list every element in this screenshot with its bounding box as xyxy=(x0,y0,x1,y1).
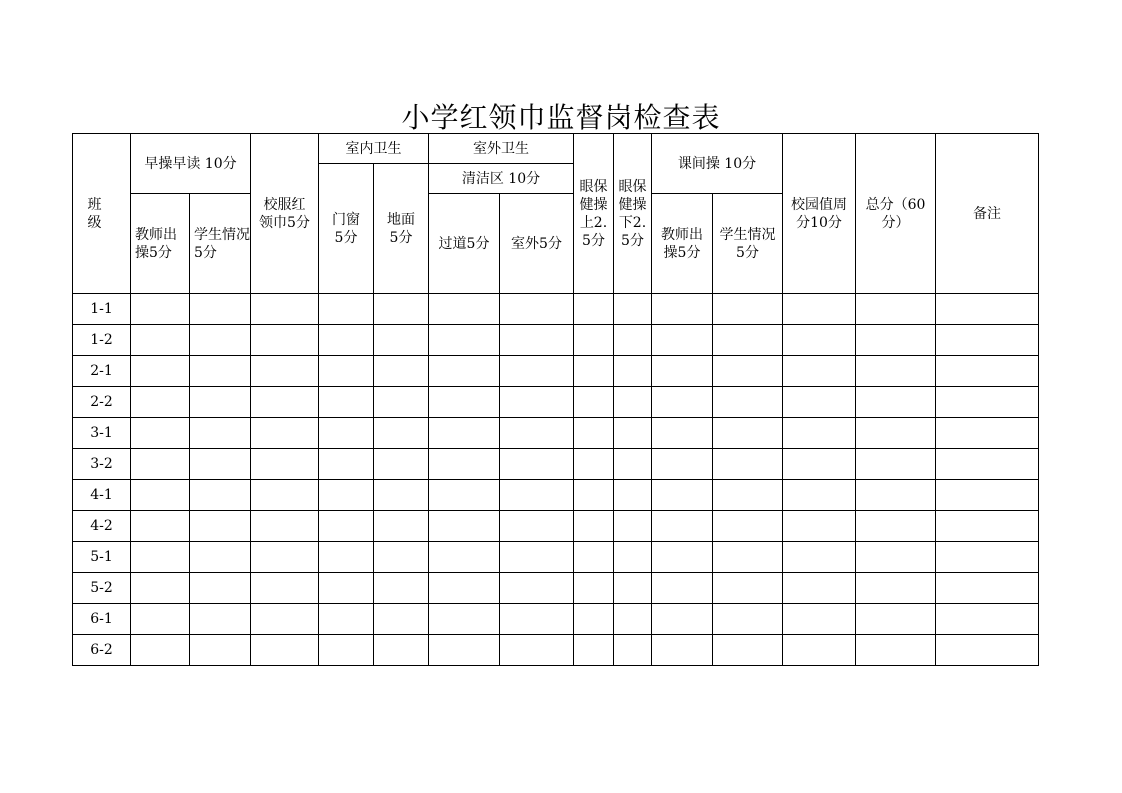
score-cell[interactable] xyxy=(783,604,856,635)
score-cell[interactable] xyxy=(374,511,429,542)
score-cell[interactable] xyxy=(856,480,936,511)
score-cell[interactable] xyxy=(652,480,713,511)
score-cell[interactable] xyxy=(856,511,936,542)
class-cell: 3-2 xyxy=(73,449,131,480)
score-cell[interactable] xyxy=(319,635,374,666)
header-corridor: 过道5分 xyxy=(429,194,500,294)
score-cell[interactable] xyxy=(131,294,190,325)
score-cell[interactable] xyxy=(713,573,783,604)
score-cell[interactable] xyxy=(574,449,614,480)
score-cell[interactable] xyxy=(783,635,856,666)
score-cell[interactable] xyxy=(131,573,190,604)
score-cell[interactable] xyxy=(190,418,251,449)
score-cell[interactable] xyxy=(652,449,713,480)
score-cell[interactable] xyxy=(251,511,319,542)
score-cell[interactable] xyxy=(783,387,856,418)
header-outdoor: 室外卫生 xyxy=(429,134,574,164)
score-cell[interactable] xyxy=(652,294,713,325)
score-cell[interactable] xyxy=(190,387,251,418)
score-cell[interactable] xyxy=(856,356,936,387)
score-cell[interactable] xyxy=(713,387,783,418)
score-cell[interactable] xyxy=(500,449,574,480)
class-cell: 1-1 xyxy=(73,294,131,325)
header-outside: 室外5分 xyxy=(500,194,574,294)
score-cell[interactable] xyxy=(131,511,190,542)
score-cell[interactable] xyxy=(429,511,500,542)
score-cell[interactable] xyxy=(856,604,936,635)
score-cell[interactable] xyxy=(614,418,652,449)
score-cell[interactable] xyxy=(251,387,319,418)
header-clean-area: 清洁区 10分 xyxy=(429,164,574,194)
score-cell[interactable] xyxy=(374,449,429,480)
score-cell[interactable] xyxy=(713,449,783,480)
score-cell[interactable] xyxy=(251,356,319,387)
score-cell[interactable] xyxy=(319,480,374,511)
score-cell[interactable] xyxy=(856,573,936,604)
score-cell[interactable] xyxy=(374,294,429,325)
score-cell[interactable] xyxy=(783,418,856,449)
score-cell[interactable] xyxy=(856,449,936,480)
score-cell[interactable] xyxy=(574,604,614,635)
score-cell[interactable] xyxy=(783,480,856,511)
score-cell[interactable] xyxy=(131,542,190,573)
class-cell: 2-1 xyxy=(73,356,131,387)
score-cell[interactable] xyxy=(319,511,374,542)
score-cell[interactable] xyxy=(251,418,319,449)
class-cell: 6-1 xyxy=(73,604,131,635)
header-recess-teacher: 教师出操5分 xyxy=(652,194,713,294)
class-cell: 4-2 xyxy=(73,511,131,542)
score-cell[interactable] xyxy=(374,387,429,418)
score-cell[interactable] xyxy=(713,294,783,325)
score-cell[interactable] xyxy=(713,325,783,356)
header-class: 班 级 xyxy=(73,134,131,294)
score-cell[interactable] xyxy=(374,604,429,635)
class-cell: 6-2 xyxy=(73,635,131,666)
class-cell: 5-2 xyxy=(73,573,131,604)
score-cell[interactable] xyxy=(500,480,574,511)
score-cell[interactable] xyxy=(783,511,856,542)
score-cell[interactable] xyxy=(614,604,652,635)
score-cell[interactable] xyxy=(614,356,652,387)
score-cell[interactable] xyxy=(713,480,783,511)
class-cell: 3-1 xyxy=(73,418,131,449)
score-cell[interactable] xyxy=(856,418,936,449)
score-cell[interactable] xyxy=(574,356,614,387)
class-cell: 5-1 xyxy=(73,542,131,573)
score-cell[interactable] xyxy=(936,542,1039,573)
score-cell[interactable] xyxy=(190,573,251,604)
header-total: 总分（60分） xyxy=(856,134,936,294)
score-cell[interactable] xyxy=(429,573,500,604)
score-cell[interactable] xyxy=(429,356,500,387)
score-cell[interactable] xyxy=(319,573,374,604)
score-cell[interactable] xyxy=(251,294,319,325)
score-cell[interactable] xyxy=(936,356,1039,387)
score-cell[interactable] xyxy=(652,604,713,635)
header-campus-duty: 校园值周分10分 xyxy=(783,134,856,294)
score-cell[interactable] xyxy=(131,480,190,511)
score-cell[interactable] xyxy=(251,325,319,356)
score-cell[interactable] xyxy=(190,325,251,356)
score-cell[interactable] xyxy=(319,356,374,387)
header-morning: 早操早读 10分 xyxy=(131,134,251,194)
score-cell[interactable] xyxy=(251,449,319,480)
score-cell[interactable] xyxy=(251,635,319,666)
score-cell[interactable] xyxy=(574,542,614,573)
score-cell[interactable] xyxy=(374,418,429,449)
score-cell[interactable] xyxy=(936,604,1039,635)
score-cell[interactable] xyxy=(652,511,713,542)
score-cell[interactable] xyxy=(500,635,574,666)
score-cell[interactable] xyxy=(319,387,374,418)
header-recess-student: 学生情况5分 xyxy=(713,194,783,294)
score-cell[interactable] xyxy=(713,356,783,387)
score-cell[interactable] xyxy=(190,294,251,325)
score-cell[interactable] xyxy=(614,387,652,418)
score-cell[interactable] xyxy=(614,511,652,542)
score-cell[interactable] xyxy=(429,604,500,635)
header-floor: 地面5分 xyxy=(374,164,429,294)
score-cell[interactable] xyxy=(574,480,614,511)
score-cell[interactable] xyxy=(614,480,652,511)
score-cell[interactable] xyxy=(190,635,251,666)
score-cell[interactable] xyxy=(574,294,614,325)
header-teacher-attend: 教师出操5分 xyxy=(131,194,190,294)
score-cell[interactable] xyxy=(131,449,190,480)
score-cell[interactable] xyxy=(614,635,652,666)
score-cell[interactable] xyxy=(783,573,856,604)
score-cell[interactable] xyxy=(936,294,1039,325)
score-cell[interactable] xyxy=(190,604,251,635)
score-cell[interactable] xyxy=(374,542,429,573)
score-cell[interactable] xyxy=(319,449,374,480)
score-cell[interactable] xyxy=(131,418,190,449)
score-cell[interactable] xyxy=(614,573,652,604)
score-cell[interactable] xyxy=(713,511,783,542)
header-eye-am: 眼保健操上2.5分 xyxy=(574,134,614,294)
score-cell[interactable] xyxy=(652,325,713,356)
score-cell[interactable] xyxy=(190,480,251,511)
table-row xyxy=(73,635,1039,666)
score-cell[interactable] xyxy=(429,418,500,449)
score-cell[interactable] xyxy=(319,418,374,449)
score-cell[interactable] xyxy=(614,325,652,356)
score-cell[interactable] xyxy=(429,449,500,480)
score-cell[interactable] xyxy=(500,418,574,449)
score-cell[interactable] xyxy=(500,294,574,325)
score-cell[interactable] xyxy=(190,511,251,542)
score-cell[interactable] xyxy=(856,635,936,666)
score-cell[interactable] xyxy=(936,418,1039,449)
score-cell[interactable] xyxy=(131,356,190,387)
score-cell[interactable] xyxy=(190,356,251,387)
score-cell[interactable] xyxy=(856,325,936,356)
score-cell[interactable] xyxy=(429,294,500,325)
score-cell[interactable] xyxy=(783,449,856,480)
header-eye-pm: 眼保健操下2.5分 xyxy=(614,134,652,294)
score-cell[interactable] xyxy=(319,604,374,635)
score-cell[interactable] xyxy=(652,356,713,387)
score-cell[interactable] xyxy=(251,604,319,635)
score-cell[interactable] xyxy=(319,325,374,356)
score-cell[interactable] xyxy=(713,418,783,449)
header-remarks: 备注 xyxy=(936,134,1039,294)
table-row xyxy=(73,294,1039,325)
score-cell[interactable] xyxy=(251,573,319,604)
score-cell[interactable] xyxy=(652,542,713,573)
score-cell[interactable] xyxy=(574,418,614,449)
score-cell[interactable] xyxy=(936,480,1039,511)
header-indoor: 室内卫生 xyxy=(319,134,429,164)
table-body xyxy=(73,294,1039,666)
score-cell[interactable] xyxy=(713,635,783,666)
score-cell[interactable] xyxy=(429,635,500,666)
score-cell[interactable] xyxy=(319,294,374,325)
table-row xyxy=(73,480,1039,511)
score-cell[interactable] xyxy=(500,573,574,604)
score-cell[interactable] xyxy=(374,325,429,356)
score-cell[interactable] xyxy=(936,573,1039,604)
score-cell[interactable] xyxy=(374,635,429,666)
class-cell: 2-2 xyxy=(73,387,131,418)
table-row xyxy=(73,325,1039,356)
score-cell[interactable] xyxy=(190,542,251,573)
score-cell[interactable] xyxy=(856,294,936,325)
score-cell[interactable] xyxy=(574,387,614,418)
score-cell[interactable] xyxy=(131,387,190,418)
header-student-status: 学生情况5分 xyxy=(190,194,251,294)
score-cell[interactable] xyxy=(374,573,429,604)
score-cell[interactable] xyxy=(131,604,190,635)
score-cell[interactable] xyxy=(936,635,1039,666)
score-cell[interactable] xyxy=(374,356,429,387)
score-cell[interactable] xyxy=(131,635,190,666)
score-cell[interactable] xyxy=(783,542,856,573)
score-cell[interactable] xyxy=(500,542,574,573)
score-cell[interactable] xyxy=(429,387,500,418)
table-row xyxy=(73,356,1039,387)
table-row xyxy=(73,418,1039,449)
score-cell[interactable] xyxy=(783,294,856,325)
inspection-table xyxy=(72,133,1039,666)
score-cell[interactable] xyxy=(713,542,783,573)
score-cell[interactable] xyxy=(936,511,1039,542)
score-cell[interactable] xyxy=(500,387,574,418)
class-cell: 4-1 xyxy=(73,480,131,511)
table-row xyxy=(73,542,1039,573)
score-cell[interactable] xyxy=(574,573,614,604)
score-cell[interactable] xyxy=(652,635,713,666)
score-cell[interactable] xyxy=(574,511,614,542)
score-cell[interactable] xyxy=(936,325,1039,356)
header-door-window: 门窗5分 xyxy=(319,164,374,294)
score-cell[interactable] xyxy=(500,604,574,635)
score-cell[interactable] xyxy=(936,387,1039,418)
score-cell[interactable] xyxy=(251,542,319,573)
table-row xyxy=(73,573,1039,604)
table-row xyxy=(73,511,1039,542)
score-cell[interactable] xyxy=(131,325,190,356)
score-cell[interactable] xyxy=(936,449,1039,480)
score-cell[interactable] xyxy=(614,449,652,480)
header-recess: 课间操 10分 xyxy=(652,134,783,194)
score-cell[interactable] xyxy=(856,542,936,573)
score-cell[interactable] xyxy=(783,325,856,356)
table-row xyxy=(73,387,1039,418)
score-cell[interactable] xyxy=(574,635,614,666)
score-cell[interactable] xyxy=(319,542,374,573)
score-cell[interactable] xyxy=(614,542,652,573)
page-title: 小学红领巾监督岗检查表 xyxy=(401,101,721,134)
score-cell[interactable] xyxy=(500,356,574,387)
score-cell[interactable] xyxy=(429,325,500,356)
header-uniform: 校服红领巾5分 xyxy=(251,134,319,294)
table-row xyxy=(73,604,1039,635)
score-cell[interactable] xyxy=(429,542,500,573)
score-cell[interactable] xyxy=(652,418,713,449)
class-cell: 1-2 xyxy=(73,325,131,356)
score-cell[interactable] xyxy=(190,449,251,480)
score-cell[interactable] xyxy=(500,511,574,542)
score-cell[interactable] xyxy=(652,573,713,604)
score-cell[interactable] xyxy=(652,387,713,418)
table-row xyxy=(73,449,1039,480)
score-cell[interactable] xyxy=(574,325,614,356)
score-cell[interactable] xyxy=(429,480,500,511)
score-cell[interactable] xyxy=(713,604,783,635)
score-cell[interactable] xyxy=(500,325,574,356)
score-cell[interactable] xyxy=(783,356,856,387)
score-cell[interactable] xyxy=(856,387,936,418)
score-cell[interactable] xyxy=(614,294,652,325)
score-cell[interactable] xyxy=(374,480,429,511)
score-cell[interactable] xyxy=(251,480,319,511)
